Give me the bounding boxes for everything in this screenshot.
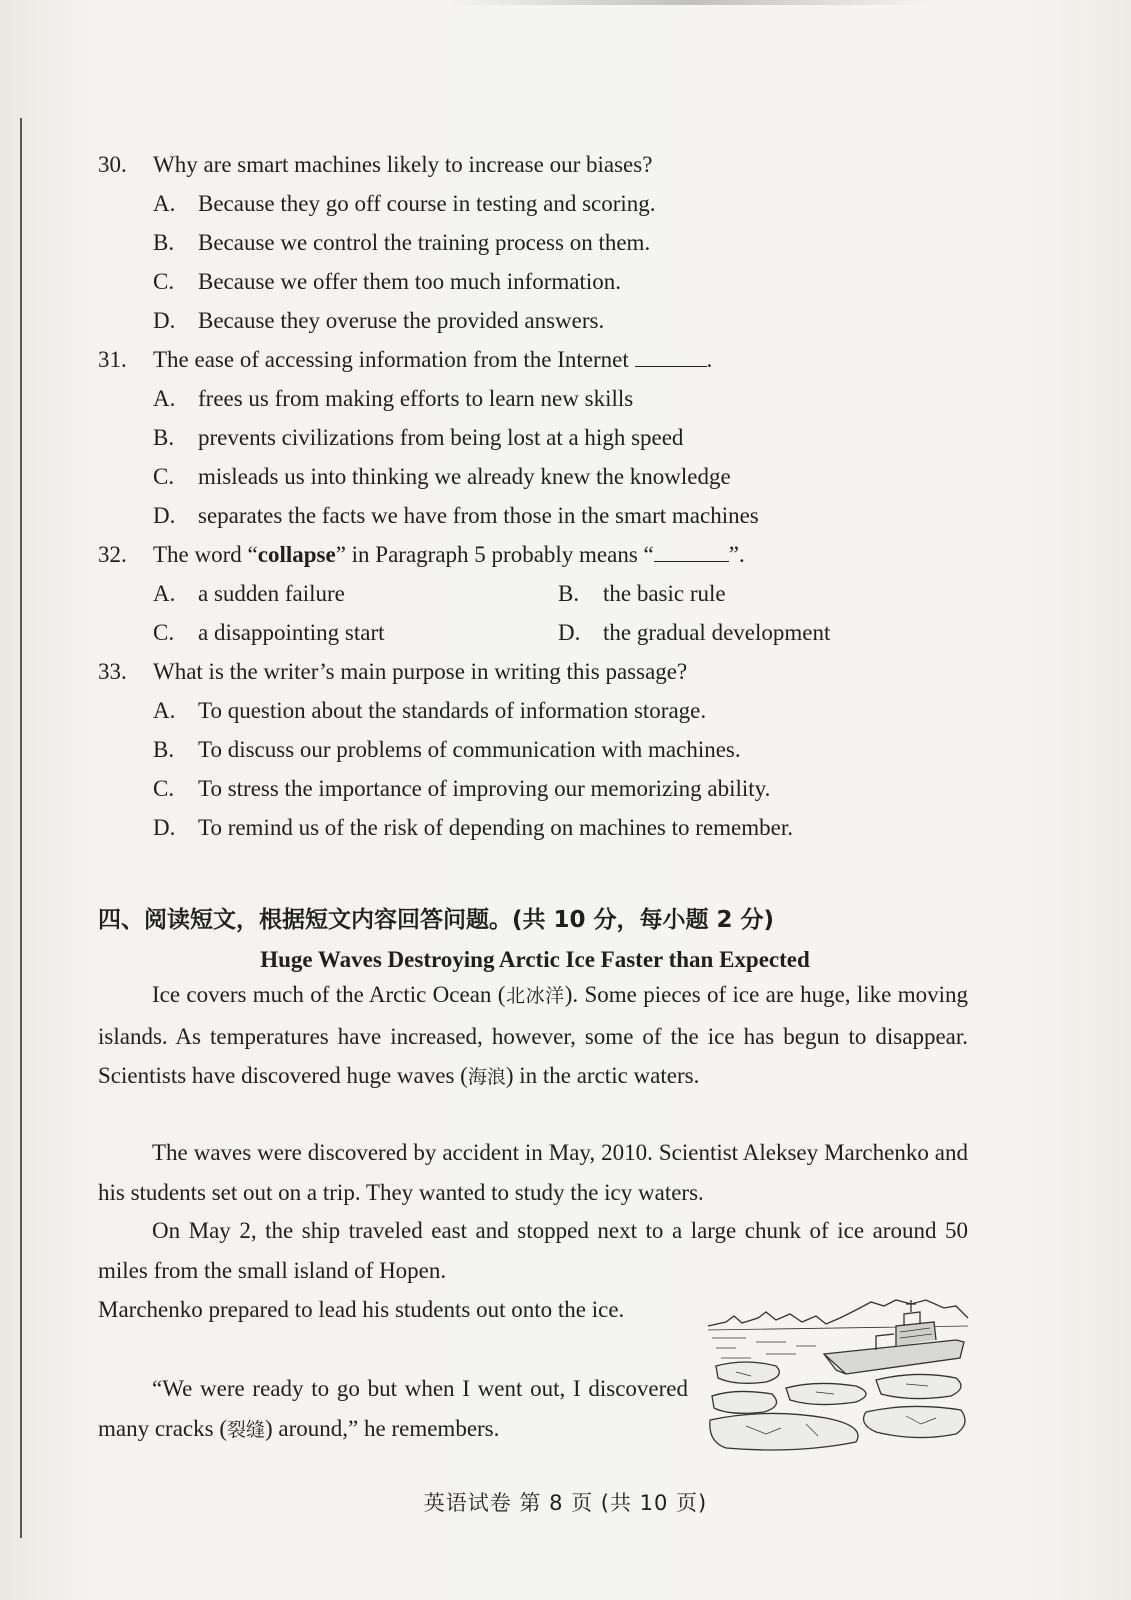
q32-option-a[interactable]: A. a sudden failure	[153, 581, 345, 606]
answer-blank[interactable]	[635, 346, 707, 367]
q31-option-c[interactable]: C. misleads us into thinking we already knew the knowledge	[153, 464, 731, 489]
passage-paragraph-3-cont: Marchenko prepared to lead his students out onto the ice.	[98, 1297, 625, 1322]
q33-option-b[interactable]: B. To discuss our problems of communication with machines.	[153, 737, 741, 762]
page-edge	[450, 0, 930, 5]
q33-option-c[interactable]: C. To stress the importance of improving our memorizing ability.	[153, 776, 771, 801]
question-30-stem: 30. Why are smart machines likely to increase our biases?	[98, 152, 653, 177]
q32-option-b[interactable]: B. the basic rule	[558, 581, 726, 606]
q33-option-d[interactable]: D. To remind us of the risk of depending on machines to remember.	[153, 815, 793, 840]
passage-paragraph-4: “We were ready to go but when I went out, I discovered many cracks (裂缝) around,” he remembers.	[98, 1376, 688, 1441]
q30-option-d[interactable]: D. Because they overuse the provided answers.	[153, 308, 605, 333]
q32-option-c[interactable]: C. a disappointing start	[153, 620, 385, 645]
q30-option-b[interactable]: B. Because we control the training process on them.	[153, 230, 651, 255]
q33-option-a[interactable]: A. To question about the standards of information storage.	[153, 698, 707, 723]
question-32-stem: 32. The word “collapse” in Paragraph 5 probably means “ ”.	[98, 542, 745, 567]
passage-paragraph-3: On May 2, the ship traveled east and stopped next to a large chunk of ice around 50 miles from the small island of Hopen.	[98, 1218, 968, 1283]
section-heading: 四、阅读短文，根据短文内容回答问题。(共 10 分，每小题 2 分)	[98, 907, 775, 933]
page-footer: 英语试卷 第 8 页 (共 10 页)	[423, 1491, 708, 1515]
q31-option-d[interactable]: D. separates the facts we have from those in the smart machines	[153, 503, 759, 528]
passage-paragraph-2: The waves were discovered by accident in May, 2010. Scientist Aleksey Marchenko and his students set out on a trip. They wanted to study the icy waters.	[98, 1140, 968, 1205]
q30-option-c[interactable]: C. Because we offer them too much information.	[153, 269, 622, 294]
ship-in-ice-illustration	[706, 1296, 971, 1456]
q32-option-d[interactable]: D. the gradual development	[558, 620, 831, 645]
passage-paragraph-1: Ice covers much of the Arctic Ocean (北冰洋). Some pieces of ice are huge, like moving islands. As temperatures have increased, however, some of the ice has begun to disappear. Scientists have discovered huge waves (海浪) in the arctic waters.	[98, 982, 968, 1088]
question-31-stem: 31. The ease of accessing information from the Internet .	[98, 347, 713, 372]
q31-option-a[interactable]: A. frees us from making efforts to learn new skills	[153, 386, 634, 411]
question-33-stem: 33. What is the writer’s main purpose in writing this passage?	[98, 659, 688, 684]
answer-blank[interactable]	[654, 541, 729, 562]
passage-title: Huge Waves Destroying Arctic Ice Faster than Expected	[260, 947, 810, 972]
q31-option-b[interactable]: B. prevents civilizations from being lost at a high speed	[153, 425, 684, 450]
binding-line	[20, 118, 22, 1538]
q30-option-a[interactable]: A. Because they go off course in testing and scoring.	[153, 191, 656, 216]
